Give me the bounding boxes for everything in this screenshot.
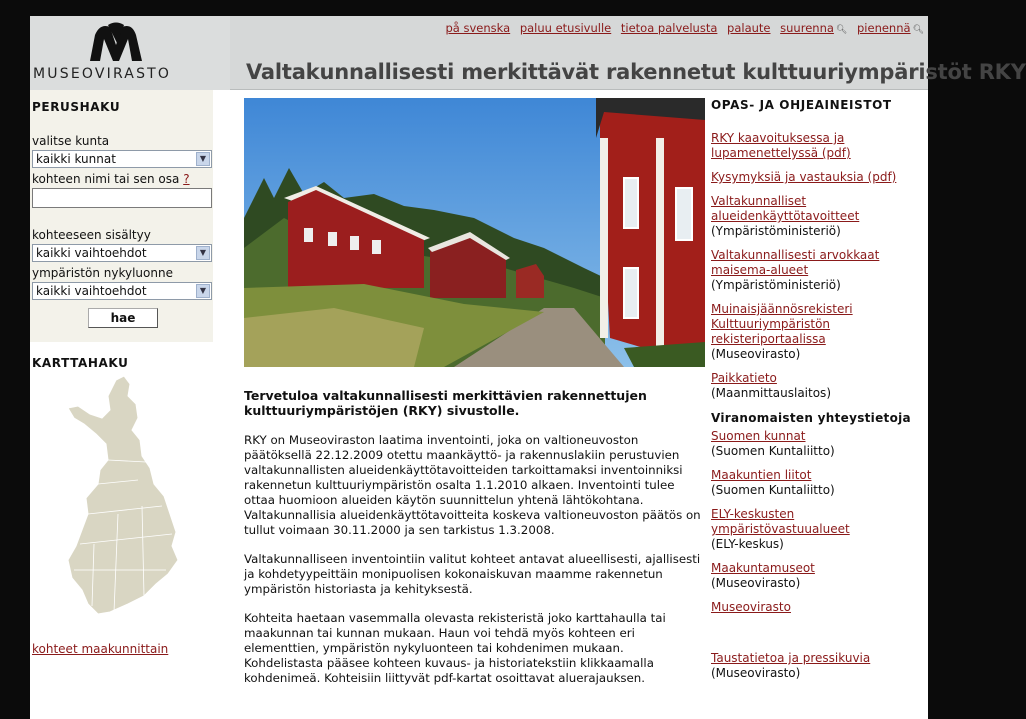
name-label-text: kohteen nimi tai sen osa	[32, 172, 180, 186]
guide-source: (Maanmittauslaitos)	[711, 386, 831, 400]
guide-item	[711, 371, 925, 401]
link-paluu-etusivulle[interactable]: paluu etusivulle	[519, 21, 612, 35]
guide-link-kysymyksia[interactable]: Kysymyksiä ja vastauksia (pdf)	[711, 170, 897, 184]
guide-link-alueidenkaytto[interactable]: Valtakunnalliset alueidenkäyttötavoitteet	[711, 194, 860, 223]
character-select-value: kaikki vaihtoehdot	[36, 284, 147, 298]
link-pienenna[interactable]: pienennä	[857, 21, 911, 35]
guide-link-muinaisjaannos[interactable]: Muinaisjäännösrekisteri Kulttuuriympäristön rekisteriportaalissa	[711, 302, 853, 346]
authorities-title: Viranomaisten yhteystietoja	[711, 411, 911, 425]
authority-link-ely-keskus[interactable]: ELY-keskusten ympäristövastuualueet	[711, 507, 850, 536]
kohteet-maakunnittain-link[interactable]: kohteet maakunnittain	[32, 642, 169, 656]
authority-source: (Suomen Kuntaliitto)	[711, 444, 835, 458]
page	[30, 16, 1026, 719]
hero-photo	[244, 98, 705, 367]
link-tietoa-palvelusta[interactable]: tietoa palvelusta	[620, 21, 718, 35]
authority-source: (ELY-keskus)	[711, 537, 784, 551]
authority-item	[711, 429, 925, 459]
top-links	[440, 21, 925, 35]
authority-link-maakuntien-liitot[interactable]: Maakuntien liitot	[711, 468, 812, 482]
guide-item	[711, 194, 925, 239]
contains-label: kohteeseen sisältyy	[32, 228, 151, 242]
press-source: (Museovirasto)	[711, 666, 801, 680]
welcome-text	[244, 388, 706, 700]
opas-title: OPAS- JA OHJEAINEISTOT	[711, 98, 892, 112]
guide-link-maisema-alueet[interactable]: Valtakunnallisesti arvokkaat maisema-alueet	[711, 248, 880, 277]
museovirasto-logo[interactable]	[30, 16, 230, 90]
municipality-select-value: kaikki kunnat	[36, 152, 116, 166]
municipality-label: valitse kunta	[32, 134, 110, 148]
basic-search-panel	[30, 90, 213, 342]
site-title: Valtakunnallisesti merkittävät rakennetut kulttuuriympäristöt RKY	[246, 60, 1026, 84]
guide-source: (Ympäristöministeriö)	[711, 278, 841, 292]
contains-select[interactable]	[32, 244, 212, 262]
intro-paragraph: RKY on Museoviraston laatima inventointi, joka on valtioneuvoston päätöksellä 22.12.2009 otettu maankäyttö- ja rakennuslakiin perustuvien valtakunnallisten alueidenkäyttötavoitteiden tarkoittamaksi inventoinniksi rakennetun kulttuuriympäristön osalta 1.1.2010 alkaen. Inventointi tulee ottaa huomioon alueiden käytön suunnittelun yhtenä lähtökohtana. Valtakunnallisia alueidenkäyttötavoitteita koskeva valtioneuvoston päätös on tullut voimaan 30.11.2000 ja sen tarkistus 1.3.2008.	[244, 433, 701, 537]
municipality-select[interactable]	[32, 150, 212, 168]
finland-map[interactable]	[58, 374, 184, 624]
left-column	[30, 90, 216, 719]
guide-item	[711, 248, 925, 293]
authority-item	[711, 468, 925, 498]
right-column	[711, 98, 925, 690]
authority-source: (Suomen Kuntaliitto)	[711, 483, 835, 497]
guide-item	[711, 302, 925, 362]
welcome-heading: Tervetuloa valtakunnallisesti merkittävien rakennettujen kulttuuriympäristöjen (RKY) sivustolle.	[244, 388, 647, 418]
name-label	[32, 172, 190, 186]
authority-link-suomen-kunnat[interactable]: Suomen kunnat	[711, 429, 806, 443]
chevron-down-icon[interactable]: ▼	[196, 152, 210, 166]
intro-paragraph: Kohteita haetaan vasemmalla olevasta rekisteristä joko karttahaulla tai maakunnan tai kunnan mukaan. Haun voi tehdä myös kohteen eri elementtien, ympäristön nykyluonteen tai kohdenimen mukaan. Kohdelistasta pääsee kohteen kuvaus- ja historiatekstiin klikkaamalla kohdenimeä. Kohteisiin liittyvät pdf-kartat osoittavat aluerajauksen.	[244, 611, 666, 685]
guide-link-kaavoitus[interactable]: RKY kaavoituksessa ja lupamenettelyssä (pdf)	[711, 131, 851, 160]
karttahaku-title: KARTTAHAKU	[32, 356, 129, 370]
guide-item	[711, 170, 925, 185]
header	[30, 16, 1026, 90]
authority-item	[711, 561, 925, 591]
perushaku-title: PERUSHAKU	[32, 100, 121, 114]
link-pa-svenska[interactable]: på svenska	[445, 21, 511, 35]
character-select[interactable]	[32, 282, 212, 300]
guide-source: (Ympäristöministeriö)	[711, 224, 841, 238]
name-search-input[interactable]	[32, 188, 212, 208]
museovirasto-logo-mark	[86, 21, 148, 63]
press-link[interactable]: Taustatietoa ja pressikuvia	[711, 651, 871, 665]
zoom-out-icon[interactable]: 🔍︎	[912, 25, 924, 35]
link-palaute[interactable]: palaute	[727, 21, 771, 35]
authority-item	[711, 507, 925, 552]
link-suurenna[interactable]: suurenna	[780, 21, 834, 35]
authority-link-maakuntamuseot[interactable]: Maakuntamuseot	[711, 561, 815, 575]
zoom-in-icon[interactable]: 🔍︎	[835, 25, 848, 35]
contains-select-value: kaikki vaihtoehdot	[36, 246, 147, 260]
authority-link-museovirasto[interactable]: Museovirasto	[711, 600, 791, 614]
search-button[interactable]: hae	[88, 308, 158, 328]
authority-source: (Museovirasto)	[711, 576, 801, 590]
chevron-down-icon[interactable]: ▼	[196, 284, 210, 298]
guide-link-paikkatieto[interactable]: Paikkatieto	[711, 371, 777, 385]
character-label: ympäristön nykyluonne	[32, 266, 173, 280]
guide-item	[711, 131, 925, 161]
intro-paragraph: Valtakunnalliseen inventointiin valitut kohteet antavat alueellisesti, ajallisesti ja kohdetyypeittäin monipuolisen kokonaiskuvan maamme rakennetun ympäristön historiasta ja kehityksestä.	[244, 552, 701, 596]
authority-item	[711, 600, 925, 615]
press-item	[711, 651, 925, 681]
logo-text: MUSEOVIRASTO	[33, 66, 172, 82]
help-link[interactable]: ?	[183, 172, 190, 186]
finland-map-shape	[68, 376, 178, 614]
chevron-down-icon[interactable]: ▼	[196, 246, 210, 260]
guide-source: (Museovirasto)	[711, 347, 801, 361]
